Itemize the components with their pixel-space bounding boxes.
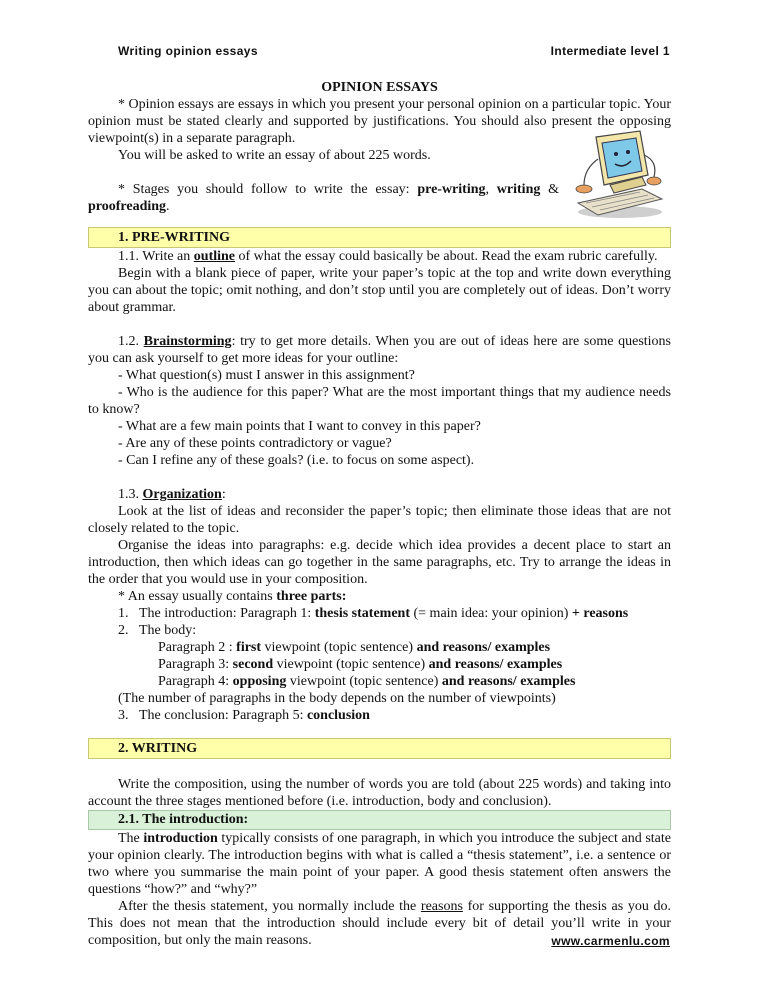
stage-proofreading: proofreading [88,199,167,214]
parts-intro: * An essay usually contains three parts: [118,589,347,604]
stage-writing: writing [496,182,541,197]
body-paragraph-item: Paragraph 4: opposing viewpoint (topic sentence) and reasons/ examples [158,674,576,689]
question-item: - Who is the audience for this paper? What are the most important things that my audience needs to know? [88,385,671,417]
reasons-term: reasons [420,899,463,914]
blank-paper-paragraph: Begin with a blank piece of paper, write your paper’s topic at the top and write down everything you can about the topic; omit nothing, and don’t stop until you are completely out of ideas. Don’t worry about grammar. [88,266,671,315]
section-heading-prewriting: 1. PRE-WRITING [88,227,671,248]
list-item: 1. The introduction: Paragraph 1: thesis statement (= main idea: your opinion) + reasons [118,606,629,621]
outline-term: outline [193,249,236,264]
body-paragraph-item: Paragraph 2 : first viewpoint (topic sentence) and reasons/ examples [158,640,551,655]
question-item: - Are any of these points contradictory or vague? [118,436,392,451]
stages-paragraph: * Stages you should follow to write the essay: pre-writing, writing & proofreading. [88,182,560,214]
paragraph-count-note: (The number of paragraphs in the body depends on the number of viewpoints) [118,691,556,706]
page-title: OPINION ESSAYS [321,80,438,95]
organization-heading: 1.3. Organization: [118,487,226,502]
list-item: 2. The body: [118,623,197,638]
question-item: - What are a few main points that I want to convey in this paper? [118,419,481,434]
writing-paragraph: Write the composition, using the number of words you are told (about 225 words) and taking into account the three stages mentioned before (i.e. introduction, body and conclusion). [88,777,671,809]
subsection-heading-introduction: 2.1. The introduction: [88,810,671,830]
list-item: 3. The conclusion: Paragraph 5: conclusion [118,708,370,723]
brainstorming-term: Brainstorming [143,334,232,349]
page-header [118,44,670,62]
brainstorming-paragraph: 1.2. Brainstorming: try to get more details. When you are out of ideas here are some questions you can ask yourself to get more ideas for your outline: [88,334,672,366]
stage-prewriting: pre-writing [417,182,486,197]
intro-paragraph: * Opinion essays are essays in which you present your personal opinion on a particular topic. Your opinion must be stated clearly and supported by justifications. You should also present the opposing viewpoint(s) in a separate paragraph. [88,97,671,146]
footer-link[interactable]: www.carmenlu.com [551,934,670,948]
body-paragraph-item: Paragraph 3: second viewpoint (topic sentence) and reasons/ examples [158,657,563,672]
introduction-paragraph: The introduction typically consists of one paragraph, in which you introduce the subject and state your opinion clearly. The introduction begins with what is called a “thesis statement”, i.e. a sentence or two where you summarise the main point of your paper. A good thesis statement often answers the questions “how?” and “why?” [88,831,671,897]
header-left: Writing opinion essays [118,44,258,58]
organization-paragraph: Look at the list of ideas and reconsider the paper’s topic; then eliminate those ideas that are not closely related to the topic. [88,504,671,536]
header-right: Intermediate level 1 [550,44,670,58]
organization-paragraph: Organise the ideas into paragraphs: e.g. decide which idea provides a decent place to start an introduction, then which ideas can go together in the same paragraphs, etc. Try to arrange the ideas in the order that you would use in your composition. [88,538,671,587]
question-item: - What question(s) must I answer in this assignment? [118,368,415,383]
question-item: - Can I refine any of these goals? (i.e. to focus on some aspect). [118,453,475,468]
intro-word-count: You will be asked to write an essay of about 225 words. [118,148,431,163]
document-body [88,79,671,949]
section-heading-writing: 2. WRITING [88,738,671,759]
outline-paragraph: 1.1. Write an outline of what the essay could basically be about. Read the exam rubric carefully. [118,249,658,264]
reasons-paragraph: After the thesis statement, you normally include the reasons for supporting the thesis as you do. This does not mean that the introduction should include every bit of detail you’ll write in your composition, but only the main reasons. [88,899,671,948]
organization-term: Organization [142,487,222,502]
